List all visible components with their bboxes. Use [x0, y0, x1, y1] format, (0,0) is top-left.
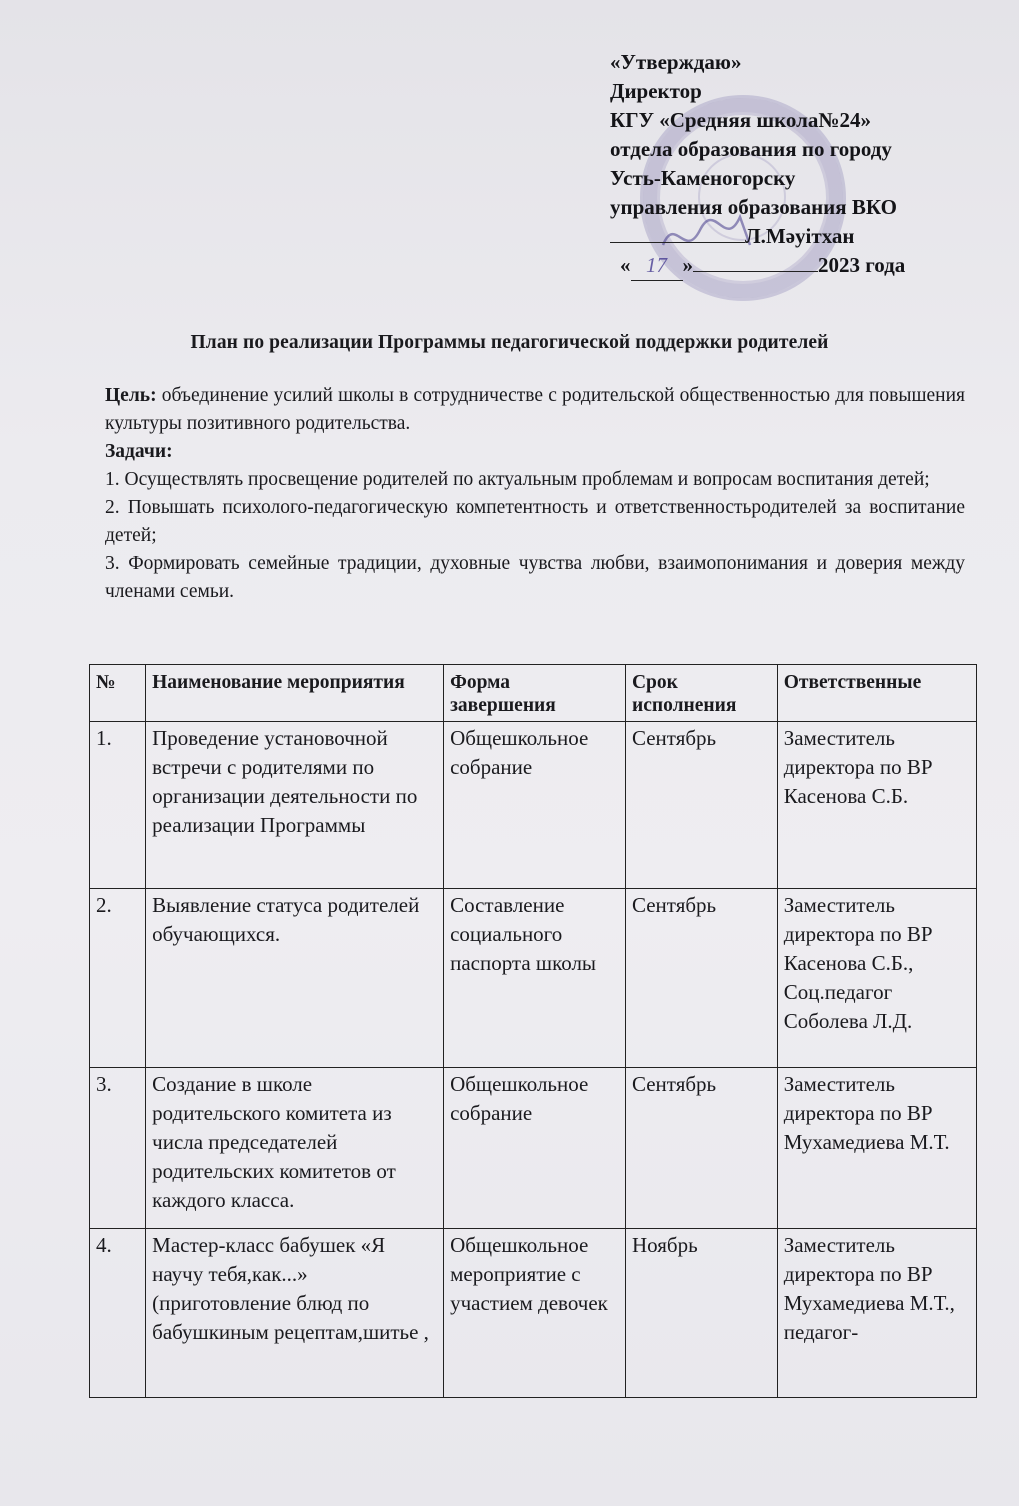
approval-signature-line [610, 222, 990, 251]
goal-text: объединение усилий школы в сотрудничестве с родительской общественностью для повышения культуры позитивного родительства. [105, 385, 965, 434]
task-item-2: 2. Повышать психолого-педагогическую компетентность и ответственностьродителей за воспитание детей; [105, 497, 965, 546]
goal-paragraph [105, 382, 965, 438]
date-day: 17 [631, 251, 683, 281]
header-completion-form: Форма завершения [444, 665, 626, 722]
goal-label: Цель: [105, 385, 157, 406]
row-responsible: Заместитель директора по ВР Касенова С.Б. [777, 722, 976, 889]
approval-administration: управления образования ВКО [610, 195, 897, 219]
row-completion-form: Составление социального паспорта школы [444, 889, 626, 1068]
task-item-1: 1. Осуществлять просвещение родителей по актуальным проблемам и вопросам воспитания детей; [105, 469, 930, 490]
approval-signer: Л.Мәуітхан [745, 224, 855, 248]
row-number: 2. [90, 889, 146, 1068]
date-year: 2023 года [818, 253, 906, 277]
date-quote-open: « [620, 253, 631, 277]
row-number: 4. [90, 1229, 146, 1398]
row-event-name: Мастер-класс бабушек «Я научу тебя,как...» (приготовление блюд по бабушкиным рецептам,шитье , [146, 1229, 444, 1398]
goals-section [105, 382, 965, 606]
row-deadline: Ноябрь [625, 1229, 777, 1398]
row-number: 3. [90, 1068, 146, 1229]
table-row [90, 889, 977, 1068]
header-responsible: Ответственные [777, 665, 976, 722]
row-deadline: Сентябрь [625, 1068, 777, 1229]
table-row [90, 1229, 977, 1398]
table-row [90, 722, 977, 889]
header-event-name: Наименование мероприятия [146, 665, 444, 722]
table-row [90, 1068, 977, 1229]
row-event-name: Создание в школе родительского комитета из числа председателей родительских комитетов от каждого класса. [146, 1068, 444, 1229]
row-event-name: Выявление статуса родителей обучающихся. [146, 889, 444, 1068]
approval-position: Директор [610, 79, 702, 103]
approval-date [610, 251, 990, 281]
approval-organization: КГУ «Средняя школа№24» [610, 108, 871, 132]
approval-city: Усть-Каменогорску [610, 166, 796, 190]
row-responsible: Заместитель директора по ВР Касенова С.Б., Соц.педагог Соболева Л.Д. [777, 889, 976, 1068]
plan-table [89, 664, 977, 1398]
signature-blank [610, 224, 745, 243]
row-deadline: Сентябрь [625, 722, 777, 889]
row-completion-form: Общешкольное собрание [444, 1068, 626, 1229]
header-deadline: Срок исполнения [625, 665, 777, 722]
row-responsible: Заместитель директора по ВР Мухамедиева М.Т. [777, 1068, 976, 1229]
header-number: № [90, 665, 146, 722]
row-responsible: Заместитель директора по ВР Мухамедиева М.Т., педагог- [777, 1229, 976, 1398]
approval-department: отдела образования по городу [610, 137, 892, 161]
tasks-label-text: Задачи: [105, 441, 173, 462]
document-title: План по реализации Программы педагогической поддержки родителей [190, 332, 829, 353]
date-quote-close: » [682, 253, 693, 277]
row-deadline: Сентябрь [625, 889, 777, 1068]
approval-block [610, 48, 990, 281]
task-item-3: 3. Формировать семейные традиции, духовные чувства любви, взаимопонимания и доверия между членами семьи. [105, 553, 965, 602]
date-month-blank [693, 271, 818, 272]
row-event-name: Проведение установочной встречи с родителями по организации деятельности по реализации Программы [146, 722, 444, 889]
row-number: 1. [90, 722, 146, 889]
table-header-row [90, 665, 977, 722]
tasks-label [105, 438, 965, 466]
approval-heading: «Утверждаю» [610, 50, 742, 74]
row-completion-form: Общешкольное мероприятие с участием девочек [444, 1229, 626, 1398]
row-completion-form: Общешкольное собрание [444, 722, 626, 889]
